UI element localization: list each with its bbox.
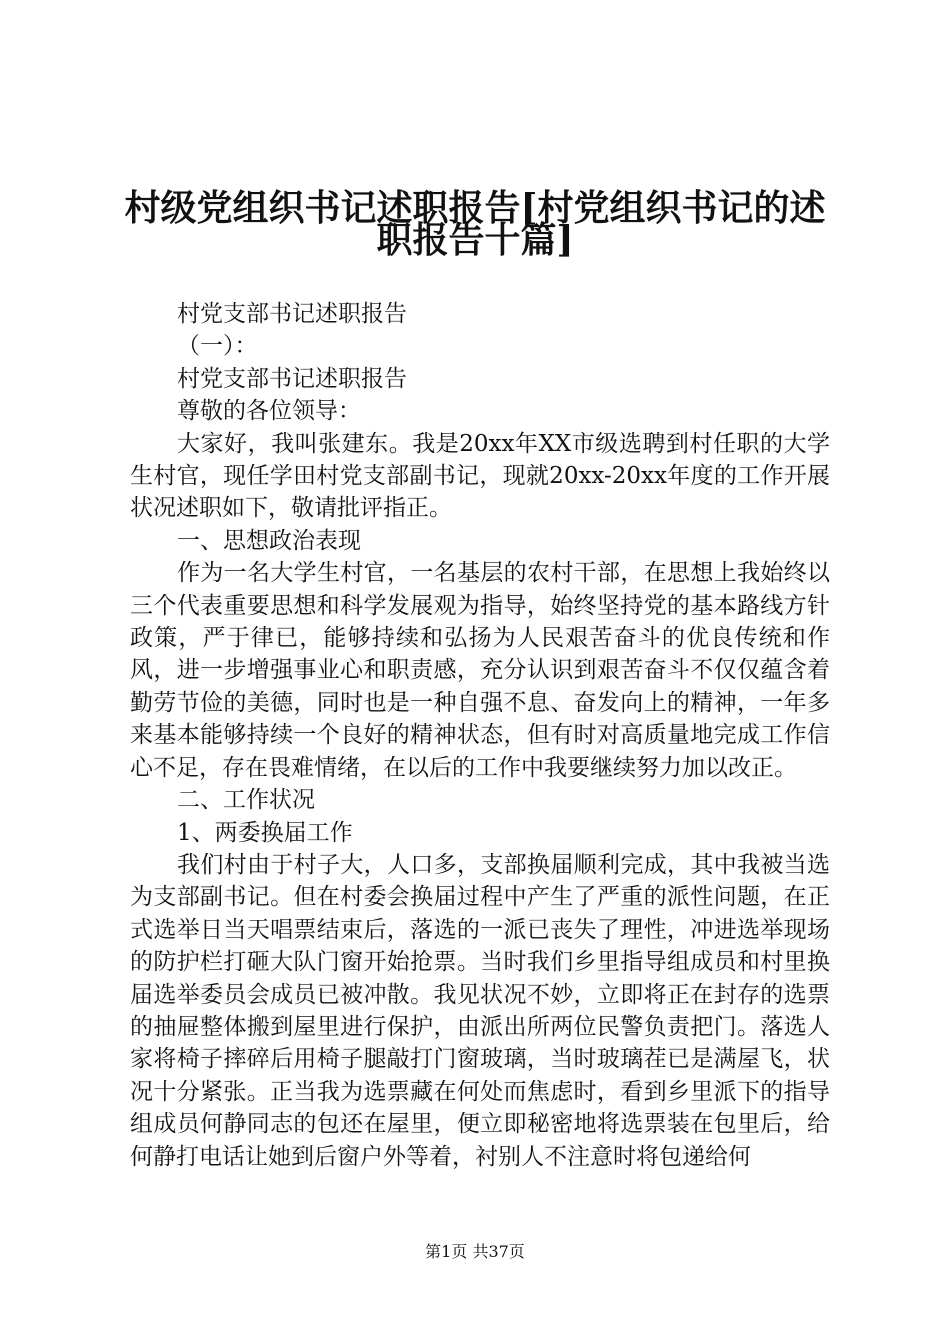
paragraph-section-number: （一）： (177, 333, 258, 360)
paragraph-heading-report: 村党支部书记述职报告 (177, 301, 407, 327)
page-footer: 第1页 共37页 (425, 1242, 525, 1261)
document-title-line-2: 职报告十篇] (376, 219, 574, 261)
document-body (130, 298, 830, 1173)
paragraph-subsection-1-body: 我们村由于村子大，人口多，支部换届顺利完成，其中我被当选为支部副书记。但在村委会换届过程中产生了严重的派性问题，在正式选举日当天唱票结束后，落选的一派已丧失了理性，冲进选举现场的防护栏打砸大队门窗开始抢票。当时我们乡里指导组成员和村里换届选举委员会成员已被冲散。我见状况不妙，立即将正在封存的选票的抽屉整体搬到屋里进行保护，由派出所两位民警负责把门。落选人家将椅子摔碎后用椅子腿敲打门窗玻璃，当时玻璃茬已是满屋飞，状况十分紧张。正当我为选票藏在何处而焦虑时，看到乡里派下的指导组成员何静同志的包还在屋里，便立即秘密地将选票装在包里后，给何静打电话让她到后窗户外等着，衬别人不注意时将包递给何 (130, 851, 830, 1170)
paragraph-salutation: 尊敬的各位领导： (177, 398, 361, 425)
paragraph-heading-report-2: 村党支部书记述职报告 (177, 365, 407, 392)
paragraph-subsection-1-heading: 1、两委换届工作 (177, 819, 353, 846)
paragraph-introduction: 大家好，我叫张建东。我是20xx年XX市级选聘到村任职的大学生村官，现任学田村党支部副书记，现就20xx-20xx年度的工作开展状况述职如下，敬请批评指正。 (130, 430, 830, 522)
paragraph-section-1-heading: 一、思想政治表现 (177, 527, 361, 554)
paragraph-section-1-body: 作为一名大学生村官，一名基层的农村干部，在思想上我始终以三个代表重要思想和科学发展观为指导，始终坚持党的基本路线方针政策，严于律已，能够持续和弘扬为人民艰苦奋斗的优良传统和作风，进一步增强事业心和职责感，充分认识到艰苦奋斗不仅仅蕴含着勤劳节俭的美德，同时也是一种自强不息、奋发向上的精神，一年多来基本能够持续一个良好的精神状态，但有时对高质量地完成工作信心不足，存在畏难情绪，在以后的工作中我要继续努力加以改正。 (130, 560, 830, 781)
paragraph-section-2-heading: 二、工作状况 (177, 787, 315, 814)
document-title-line-1: 村级党组织书记述职报告[村党组织书记的述 (124, 187, 826, 229)
